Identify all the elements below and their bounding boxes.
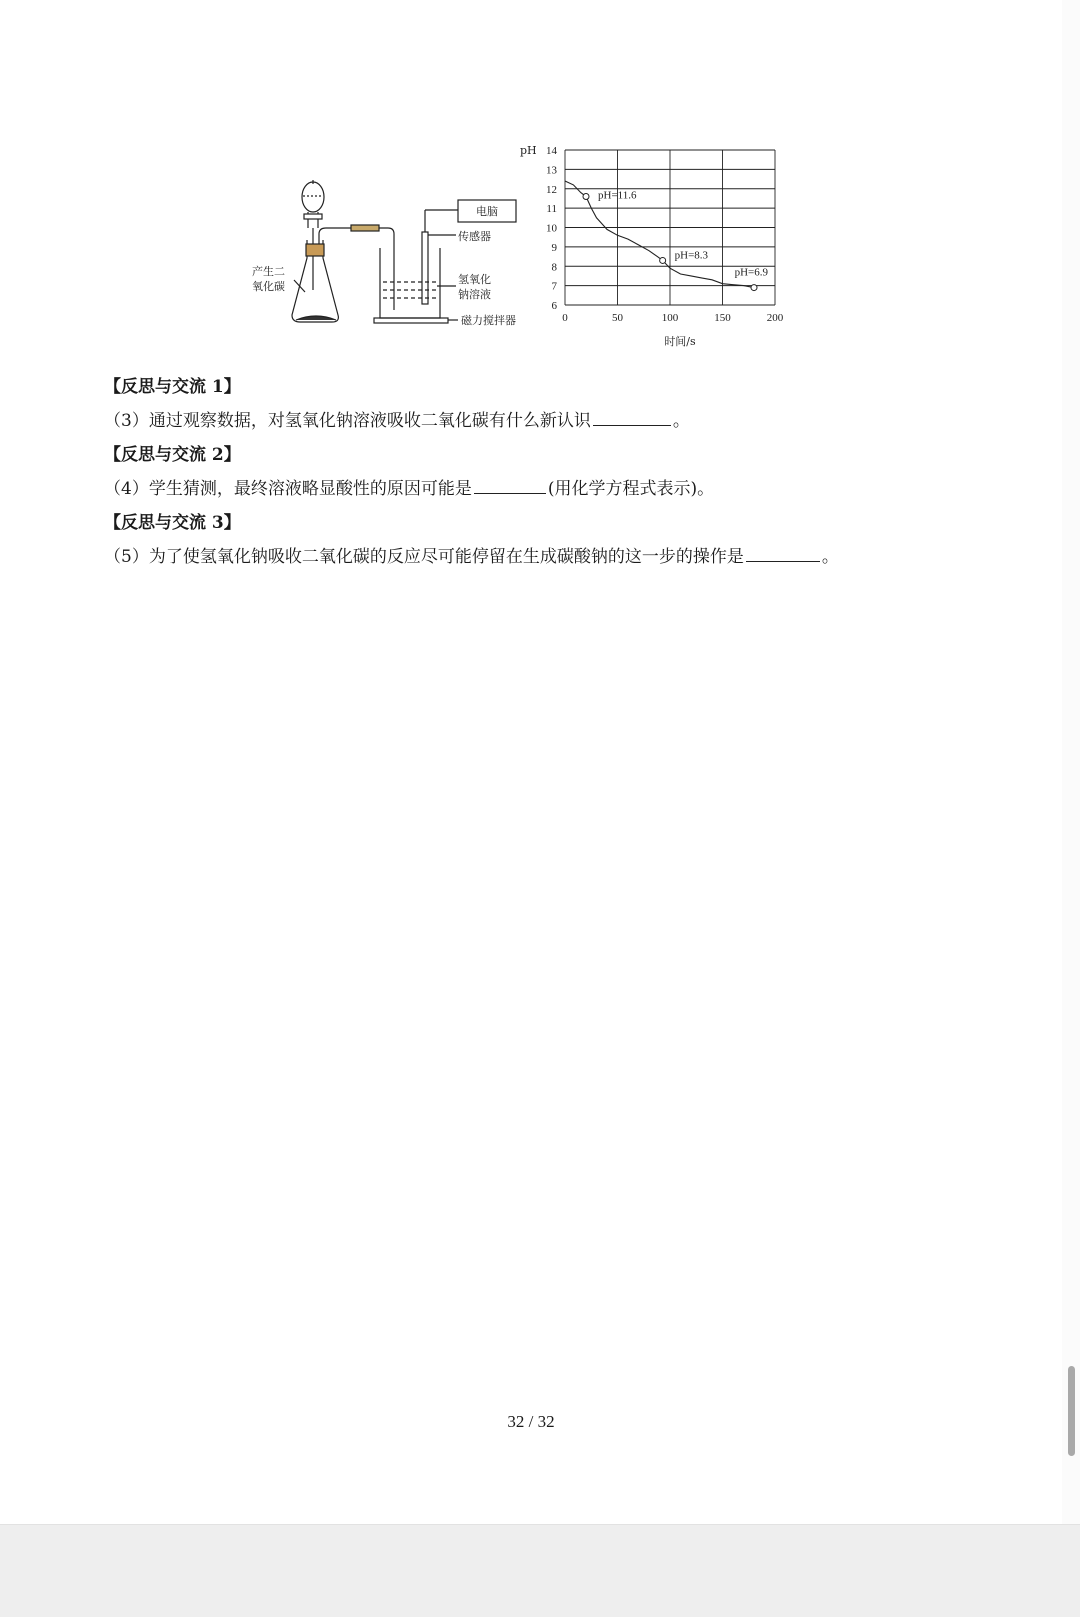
co2-generator-label-2: 氧化碳 bbox=[252, 280, 285, 293]
x-axis-label: 时间/s bbox=[664, 335, 696, 348]
annotation-point bbox=[660, 257, 666, 263]
magnetic-stirrer-base bbox=[374, 318, 448, 323]
reflection-3-heading: 【反思与交流 3】 bbox=[104, 513, 241, 533]
x-tick-label: 100 bbox=[661, 312, 679, 324]
annotation-point bbox=[583, 194, 589, 200]
question-4-end: (用化学方程式表示)。 bbox=[547, 479, 715, 499]
apparatus-drawing bbox=[292, 180, 516, 323]
sensor-label: 传感器 bbox=[458, 230, 491, 243]
chart-annotations bbox=[583, 190, 768, 291]
chart-x-ticks bbox=[562, 312, 784, 324]
question-5 bbox=[104, 545, 839, 569]
annotation-point bbox=[751, 285, 757, 291]
computer-label: 电脑 bbox=[476, 205, 498, 218]
ph-curve bbox=[565, 181, 754, 288]
question-5-text: （5）为了使氢氧化钠吸收二氧化碳的反应尽可能停留在生成碳酸钠的这一步的操作是 bbox=[104, 547, 744, 567]
viewer-bottom-bar bbox=[0, 1524, 1080, 1617]
separatory-funnel-bulb bbox=[302, 182, 324, 212]
chart-y-ticks bbox=[546, 145, 558, 312]
question-3-text: （3）通过观察数据，对氢氧化钠溶液吸收二氧化碳有什么新认识 bbox=[104, 411, 591, 431]
scrollbar-thumb[interactable] bbox=[1068, 1366, 1075, 1456]
funnel-stopcock bbox=[304, 214, 322, 219]
question-3 bbox=[104, 409, 690, 433]
y-axis-label: pH bbox=[520, 144, 537, 157]
rubber-connector bbox=[351, 225, 379, 231]
page-total: 32 bbox=[537, 1412, 555, 1431]
y-tick-label: 6 bbox=[551, 300, 557, 312]
annotation-label: pH=8.3 bbox=[674, 249, 709, 262]
co2-leader bbox=[294, 280, 305, 292]
rubber-stopper bbox=[306, 244, 324, 256]
y-tick-label: 14 bbox=[546, 145, 557, 157]
annotation-label: pH=6.9 bbox=[734, 266, 768, 279]
answer-blank-3[interactable] bbox=[593, 409, 671, 426]
reflection-1-heading: 【反思与交流 1】 bbox=[104, 377, 241, 397]
co2-generator-label-1: 产生二 bbox=[252, 265, 285, 278]
y-tick-label: 8 bbox=[551, 261, 557, 274]
annotation-label: pH=11.6 bbox=[598, 189, 637, 202]
sensor-probe bbox=[422, 232, 428, 304]
beaker bbox=[380, 248, 440, 318]
question-5-end: 。 bbox=[821, 547, 839, 567]
question-4-text: （4）学生猜测，最终溶液略显酸性的原因可能是 bbox=[104, 479, 472, 499]
figure-svg bbox=[250, 140, 830, 365]
x-tick-label: 0 bbox=[562, 312, 568, 324]
x-tick-label: 50 bbox=[612, 312, 623, 324]
answer-blank-4[interactable] bbox=[474, 477, 546, 494]
page-separator: / bbox=[528, 1412, 534, 1431]
y-tick-label: 10 bbox=[546, 222, 557, 235]
question-3-end: 。 bbox=[672, 411, 690, 431]
ph-chart bbox=[520, 144, 784, 348]
reflection-2-heading: 【反思与交流 2】 bbox=[104, 445, 241, 465]
flask-solid bbox=[296, 316, 336, 320]
naoh-label-1: 氢氧化 bbox=[458, 273, 491, 286]
y-tick-label: 13 bbox=[546, 164, 557, 177]
scrollbar-track[interactable] bbox=[1062, 0, 1080, 1524]
question-4 bbox=[104, 477, 714, 501]
y-tick-label: 7 bbox=[551, 280, 557, 293]
page-current: 32 bbox=[507, 1412, 525, 1431]
chart-grid bbox=[565, 150, 775, 305]
x-tick-label: 200 bbox=[766, 312, 784, 324]
y-tick-label: 12 bbox=[546, 183, 557, 196]
y-tick-label: 11 bbox=[546, 203, 557, 216]
naoh-label-2: 钠溶液 bbox=[458, 288, 491, 301]
delivery-tube bbox=[319, 228, 394, 310]
y-tick-label: 9 bbox=[551, 241, 557, 254]
page-number bbox=[0, 1412, 1062, 1432]
x-tick-label: 150 bbox=[714, 312, 731, 324]
answer-blank-5[interactable] bbox=[746, 545, 820, 562]
experiment-figure bbox=[250, 140, 830, 365]
stirrer-label: 磁力搅拌器 bbox=[461, 314, 516, 327]
